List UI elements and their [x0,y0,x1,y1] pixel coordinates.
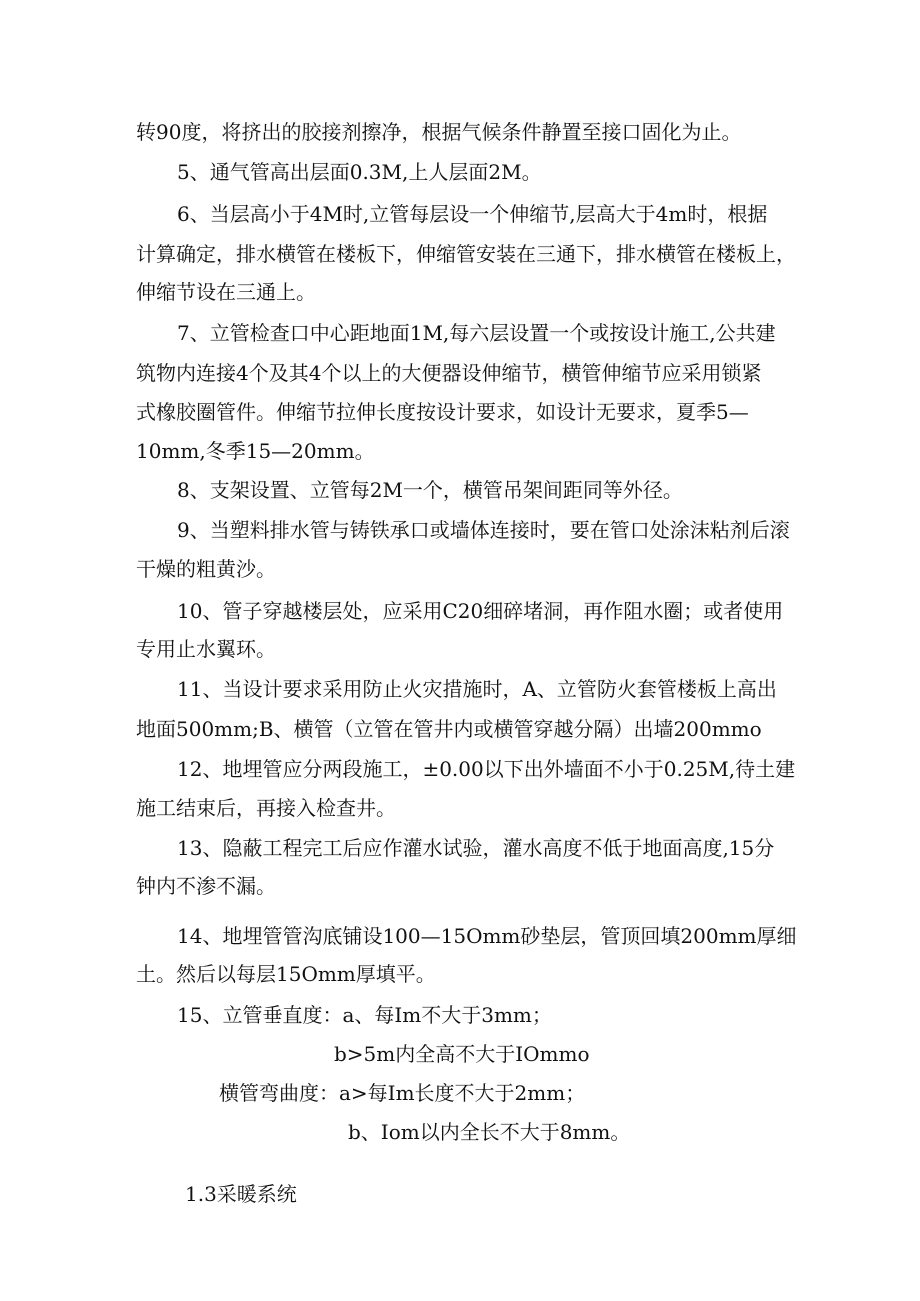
text-line-26: b、Iom以内全长不大于8mm。 [348,1120,631,1144]
text-line-20: 钟内不渗不漏。 [136,874,276,898]
text-line-5: 伸缩节设在三通上。 [136,280,316,304]
text-line-25: 横管弯曲度：a>每Im长度不大于2mm； [219,1081,586,1105]
text-line-11: 9、当塑料排水管与铸铁承口或墙体连接时，要在管口处涂沫粘剂后滚 [177,518,790,542]
text-line-10: 8、支架设置、立管每2M一个，横管吊架间距同等外径。 [177,478,683,502]
text-line-21: 14、地埋管管沟底铺设100—15Omm砂垫层，管顶回填200mm厚细 [177,924,797,948]
section-heading: 1.3采暖系统 [185,1182,297,1206]
text-line-1: 转90度，将挤出的胶接剂擦净，根据气候条件静置至接口固化为止。 [136,120,742,144]
text-line-19: 13、隐蔽工程完工后应作灌水试验，灌水高度不低于地面高度,15分 [177,836,775,860]
text-line-15: 11、当设计要求采用防止火灾措施时，A、立管防火套管楼板上高出 [177,677,777,701]
text-line-13: 10、管子穿越楼层处，应采用C20细碎堵洞，再作阻水圈；或者使用 [177,599,784,623]
text-line-9: 10mm,冬季15—20mm。 [136,439,375,463]
text-line-8: 式橡胶圈管件。伸缩节拉伸长度按设计要求，如设计无要求，夏季5— [136,400,749,424]
text-line-22: 土。然后以每层15Omm厚填平。 [136,962,436,986]
text-line-16: 地面500mm;B、横管（立管在管井内或横管穿越分隔）出墙200mmo [136,717,762,741]
text-line-3: 6、当层高小于4M时,立管每层设一个伸缩节,层高大于4m时，根据 [177,202,768,226]
text-line-14: 专用止水翼环。 [136,637,276,661]
text-line-24: b>5m内全高不大于IOmmo [334,1042,590,1066]
text-line-4: 计算确定，排水横管在楼板下，伸缩管安装在三通下，排水横管在楼板上， [136,242,796,266]
text-line-6: 7、立管检查口中心距地面1M,每六层设置一个或按设计施工,公共建 [177,321,776,345]
text-line-23: 15、立管垂直度：a、每Im不大于3mm； [177,1003,552,1027]
text-line-7: 筑物内连接4个及其4个以上的大便器设伸缩节，横管伸缩节应采用锁紧 [136,361,762,385]
text-line-18: 施工结束后，再接入检查井。 [136,796,396,820]
text-line-12: 干燥的粗黄沙。 [136,557,276,581]
text-line-17: 12、地埋管应分两段施工，±0.00以下出外墙面不小于0.25M,待土建 [177,757,796,781]
text-line-2: 5、通气管高出层面0.3M,上人层面2M。 [177,160,542,184]
